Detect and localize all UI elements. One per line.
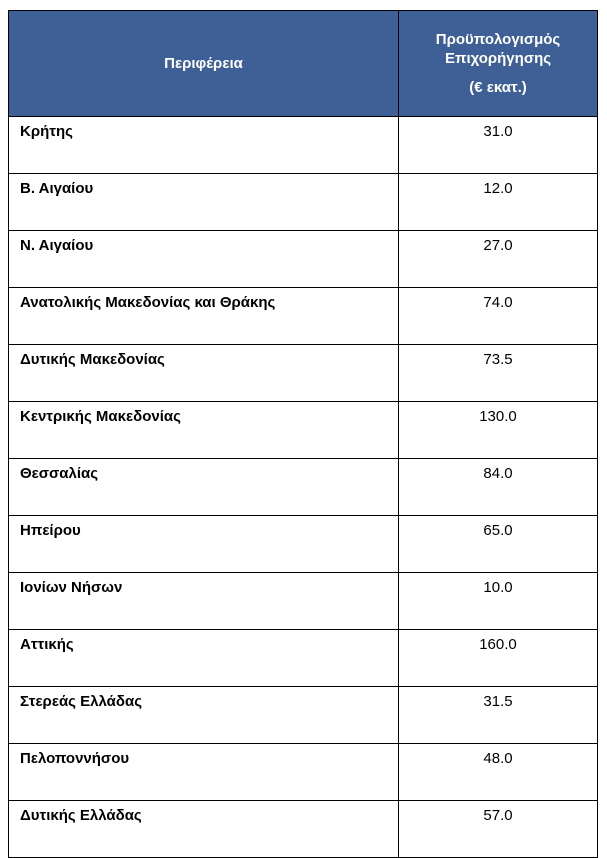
table-row [9, 801, 598, 858]
table-body [9, 117, 598, 858]
region-cell: Ν. Αιγαίου [9, 231, 399, 288]
budget-cell: 12.0 [399, 174, 598, 231]
budget-cell: 27.0 [399, 231, 598, 288]
region-cell: Δυτικής Ελλάδας [9, 801, 399, 858]
budget-cell: 48.0 [399, 744, 598, 801]
budget-cell: 10.0 [399, 573, 598, 630]
region-cell: Ιονίων Νήσων [9, 573, 399, 630]
budget-cell: 84.0 [399, 459, 598, 516]
table-row [9, 402, 598, 459]
table-row [9, 174, 598, 231]
header-budget [399, 11, 598, 117]
table-row [9, 231, 598, 288]
table-row [9, 288, 598, 345]
header-row [9, 11, 598, 117]
budget-cell: 57.0 [399, 801, 598, 858]
header-budget-unit: (€ εκατ.) [469, 79, 527, 96]
budget-cell: 65.0 [399, 516, 598, 573]
budget-cell: 130.0 [399, 402, 598, 459]
region-cell: Αττικής [9, 630, 399, 687]
region-cell: Ηπείρου [9, 516, 399, 573]
region-cell: Θεσσαλίας [9, 459, 399, 516]
table-row [9, 744, 598, 801]
region-cell: Β. Αιγαίου [9, 174, 399, 231]
table-row [9, 687, 598, 744]
table-row [9, 459, 598, 516]
region-cell: Κρήτης [9, 117, 399, 174]
region-cell: Στερεάς Ελλάδας [9, 687, 399, 744]
budget-cell: 160.0 [399, 630, 598, 687]
region-cell: Δυτικής Μακεδονίας [9, 345, 399, 402]
region-cell: Κεντρικής Μακεδονίας [9, 402, 399, 459]
region-cell: Ανατολικής Μακεδονίας και Θράκης [9, 288, 399, 345]
budget-cell: 73.5 [399, 345, 598, 402]
table-row [9, 117, 598, 174]
table-row [9, 345, 598, 402]
header-budget-line1: Προϋπολογισμός [435, 31, 561, 48]
table-row [9, 630, 598, 687]
header-region: Περιφέρεια [9, 11, 399, 117]
table-row [9, 516, 598, 573]
budget-cell: 74.0 [399, 288, 598, 345]
table-row [9, 573, 598, 630]
budget-table [8, 10, 598, 858]
header-budget-line2: Επιχορήγησης [444, 50, 552, 67]
region-cell: Πελοποννήσου [9, 744, 399, 801]
budget-cell: 31.0 [399, 117, 598, 174]
budget-cell: 31.5 [399, 687, 598, 744]
